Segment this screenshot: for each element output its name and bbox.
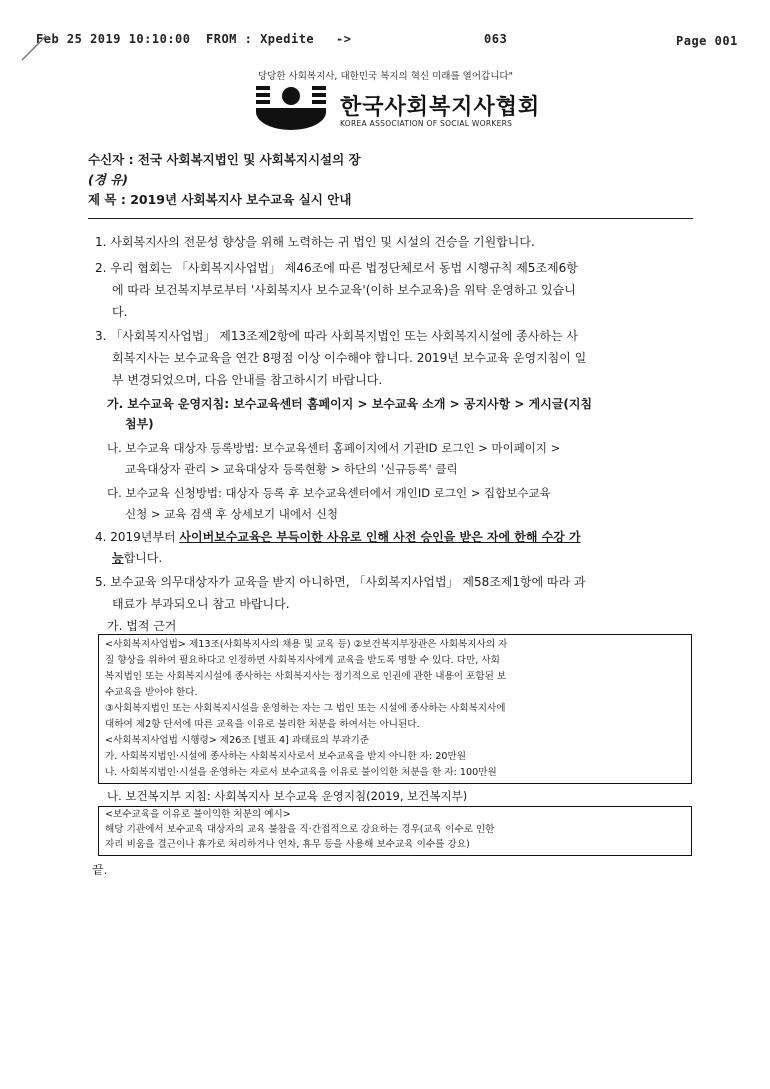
item-4-emphasis: 사이버보수교육은 부득이한 사유로 인해 사전 승인을 받은 자에 한해 수강 가: [179, 530, 581, 544]
item-3c-line-1: 다. 보수교육 신청방법: 대상자 등록 후 보수교육센터에서 개인ID 로그인 > 집합보수교육: [107, 486, 551, 500]
item-4-suffix: 합니다.: [123, 551, 163, 565]
item-4-line-1: [95, 527, 581, 547]
guide-line: 자리 비움을 결근이나 휴가로 처리하거나 연차, 휴무 등을 사용해 보수교육 이수를 강요): [105, 839, 470, 850]
fax-from: FROM : Xpedite: [206, 32, 315, 46]
item-3-line-3: 부 변경되었으며, 다음 안내를 참고하시기 바랍니다.: [112, 373, 383, 387]
guide-box: [98, 806, 692, 856]
item-1: 1. 사회복지사의 전문성 향상을 위해 노력하는 귀 법인 및 시설의 건승을 기원합니다.: [95, 235, 535, 249]
law-line: 가. 사회복지법인·시설에 종사하는 사회복지사로서 보수교육을 받지 아니한 자: 20만원: [105, 751, 467, 762]
item-3c-line-2: 신청 > 교육 검색 후 상세보기 내에서 신청: [125, 507, 338, 521]
law-line: 수교육을 받아야 한다.: [105, 687, 198, 698]
guide-line: <보수교육을 이유로 불이익한 처분의 예시>: [105, 809, 291, 820]
item-3a-line-1: 가. 보수교육 운영지침: 보수교육센터 홈페이지 > 보수교육 소개 > 공지사항 > 게시글(지침: [107, 397, 593, 411]
divider: [88, 218, 693, 219]
law-line: <사회복지사업법 시행령> 제26조 [별표 4] 과태료의 부과기준: [105, 735, 370, 746]
fax-arrow: ->: [336, 32, 352, 46]
law-box: [98, 634, 692, 784]
guide-line: 해당 기관에서 보수교육 대상자의 교육 불참을 직·간접적으로 강요하는 경우(교육 이수로 인한: [105, 824, 495, 835]
via: (경 유): [88, 172, 128, 187]
item-3a-line-2: 첨부): [125, 417, 154, 431]
item-2-line-3: 다.: [112, 305, 128, 319]
item-5a: 가. 법적 근거: [107, 619, 177, 633]
end-mark: 끝.: [92, 863, 108, 877]
law-line: ③사회복지법인 또는 사회복지시설을 운영하는 자는 그 법인 또는 시설에 종사하는 사회복지사에: [105, 703, 506, 714]
item-5-line-2: 태료가 부과되오니 참고 바랍니다.: [112, 597, 290, 611]
fax-number: 063: [484, 32, 508, 46]
item-4-line-2: [112, 548, 162, 568]
slogan: 당당한 사회복지사, 대한민국 복지의 혁신 미래를 열어갑니다": [258, 71, 513, 82]
item-3b-line-2: 교육대상자 관리 > 교육대상자 등록현황 > 하단의 '신규등록' 클릭: [125, 462, 458, 476]
subject: 제 목 : 2019년 사회복지사 보수교육 실시 안내: [88, 192, 352, 207]
law-line: 복지법인 또는 사회복지시설에 종사하는 사회복지사는 정기적으로 인권에 관한 내용이 포함된 보: [105, 671, 507, 682]
item-3-line-2: 회복지사는 보수교육을 연간 8평점 이상 이수해야 합니다. 2019년 보수교육 운영지침이 일: [112, 351, 587, 365]
law-line: <사회복지사업법> 제13조(사회복지사의 채용 및 교육 등) ②보건복지부장관은 사회복지사의 자: [105, 639, 508, 650]
item-4-prefix: 4. 2019년부터: [95, 530, 180, 544]
pen-mark-icon: [18, 30, 52, 64]
fax-datetime: Feb 25 2019 10:10:00: [36, 32, 191, 46]
org-name-ko: 한국사회복지사협회: [340, 95, 541, 120]
fax-page: Page 001: [676, 34, 738, 48]
item-3-line-1: 3. 「사회복지사업법」 제13조제2항에 따라 사회복지법인 또는 사회복지시설에 종사하는 사: [95, 329, 579, 343]
item-5b: 나. 보건복지부 지침: 사회복지사 보수교육 운영지침(2019, 보건복지부): [107, 789, 468, 803]
item-3b-line-1: 나. 보수교육 대상자 등록방법: 보수교육센터 홈페이지에서 기관ID 로그인 > 마이페이지 >: [107, 441, 561, 455]
law-line: 질 향상을 위하여 필요하다고 인정하면 사회복지사에게 교육을 받도록 명할 수 있다. 다만, 사회: [105, 655, 500, 666]
association-logo-icon: [254, 84, 328, 132]
item-4-emphasis-end: 능: [112, 551, 124, 565]
letterhead: [240, 68, 560, 132]
law-line: 대하여 제2항 단서에 따른 교육을 이유로 불리한 처분을 하여서는 아니된다.: [105, 719, 420, 730]
item-2-line-1: 2. 우리 협회는 「사회복지사업법」 제46조에 따른 법정단체로서 동법 시행규칙 제5조제6항: [95, 261, 578, 275]
item-5-line-1: 5. 보수교육 의무대상자가 교육을 받지 아니하면, 「사회복지사업법」 제58조제1항에 따라 과: [95, 575, 586, 589]
org-name-en: KOREA ASSOCIATION OF SOCIAL WORKERS: [340, 119, 513, 128]
law-line: 나. 사회복지법인·시설을 운영하는 자로서 보수교육을 이유로 불이익한 처분을 한 자: 100만원: [105, 767, 497, 778]
item-2-line-2: 에 따라 보건복지부로부터 '사회복지사 보수교육'(이하 보수교육)을 위탁 운영하고 있습니: [112, 283, 576, 297]
recipient: 수신자 : 전국 사회복지법인 및 사회복지시설의 장: [88, 152, 361, 167]
fax-header: [0, 0, 770, 50]
